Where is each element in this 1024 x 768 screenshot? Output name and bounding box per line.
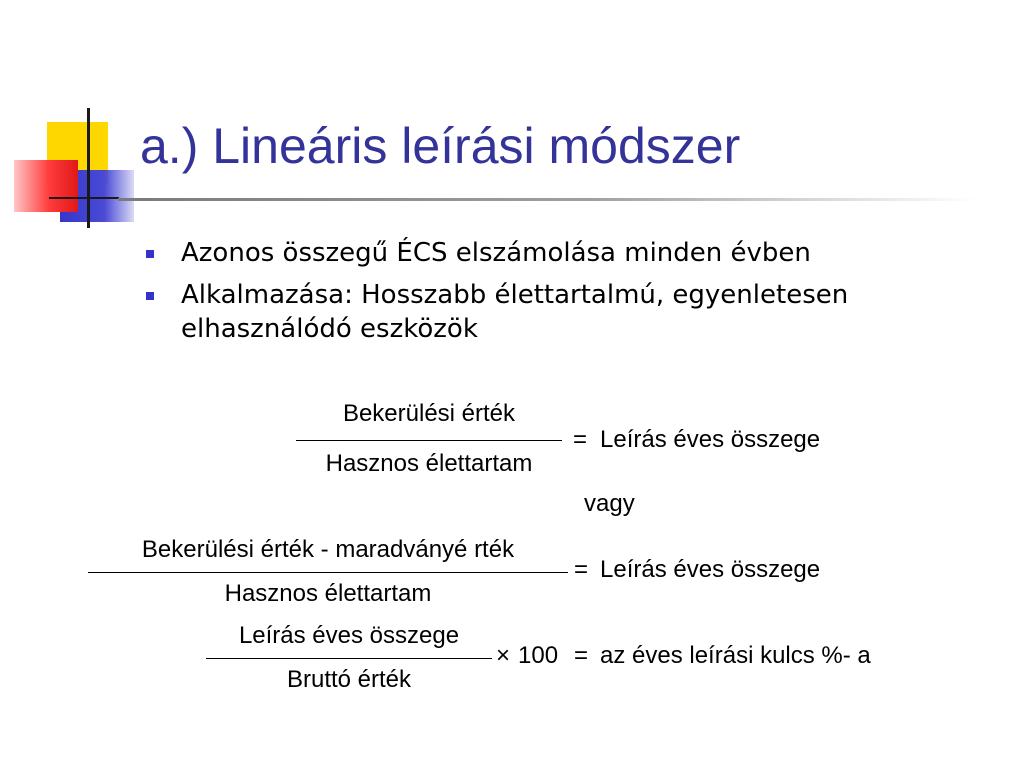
bullet-list	[146, 236, 946, 354]
bullet-item	[146, 236, 946, 270]
formula-basic-fraction-bar	[296, 440, 562, 441]
bullet-item	[146, 278, 946, 346]
formula-basic-equals: =	[573, 426, 588, 453]
logo-horizontal-line	[49, 197, 119, 199]
formula-rate-result: az éves leírási kulcs %- a	[600, 642, 871, 669]
formula-residual-fraction-bar	[88, 572, 568, 573]
formula-rate-numerator: Leírás éves összege	[238, 622, 460, 649]
connector-text: vagy	[584, 490, 635, 517]
logo-red-square	[14, 160, 78, 212]
logo-vertical-line	[87, 108, 90, 228]
bullet-text: Alkalmazása: Hosszabb élettartalmú, egyenletesen elhasználódó eszközök	[181, 280, 849, 344]
bullet-text: Azonos összegű ÉCS elszámolása minden évben	[181, 238, 811, 268]
formula-rate-equals: =	[574, 642, 589, 669]
formula-rate	[206, 620, 966, 704]
formula-rate-times: ×	[496, 642, 511, 669]
formula-residual	[88, 534, 908, 618]
title-underline	[118, 198, 978, 201]
bullet-square-icon	[146, 292, 154, 300]
formula-rate-denominator: Bruttó érték	[286, 666, 412, 693]
formula-residual-result: Leírás éves összege	[600, 556, 821, 583]
slide-title: a.) Lineáris leírási módszer	[140, 118, 741, 174]
formula-residual-equals: =	[574, 556, 589, 583]
formula-rate-fraction-bar	[206, 658, 492, 659]
formula-rate-factor: 100	[518, 642, 559, 669]
formula-residual-numerator: Bekerülési érték - maradványé rték	[141, 536, 515, 563]
formula-basic	[296, 398, 896, 488]
formula-basic-result: Leírás éves összege	[600, 426, 821, 453]
formula-basic-denominator: Hasznos élettartam	[325, 450, 533, 477]
bullet-square-icon	[146, 250, 154, 258]
formula-residual-denominator: Hasznos élettartam	[224, 580, 432, 607]
formula-basic-numerator: Bekerülési érték	[342, 400, 516, 427]
